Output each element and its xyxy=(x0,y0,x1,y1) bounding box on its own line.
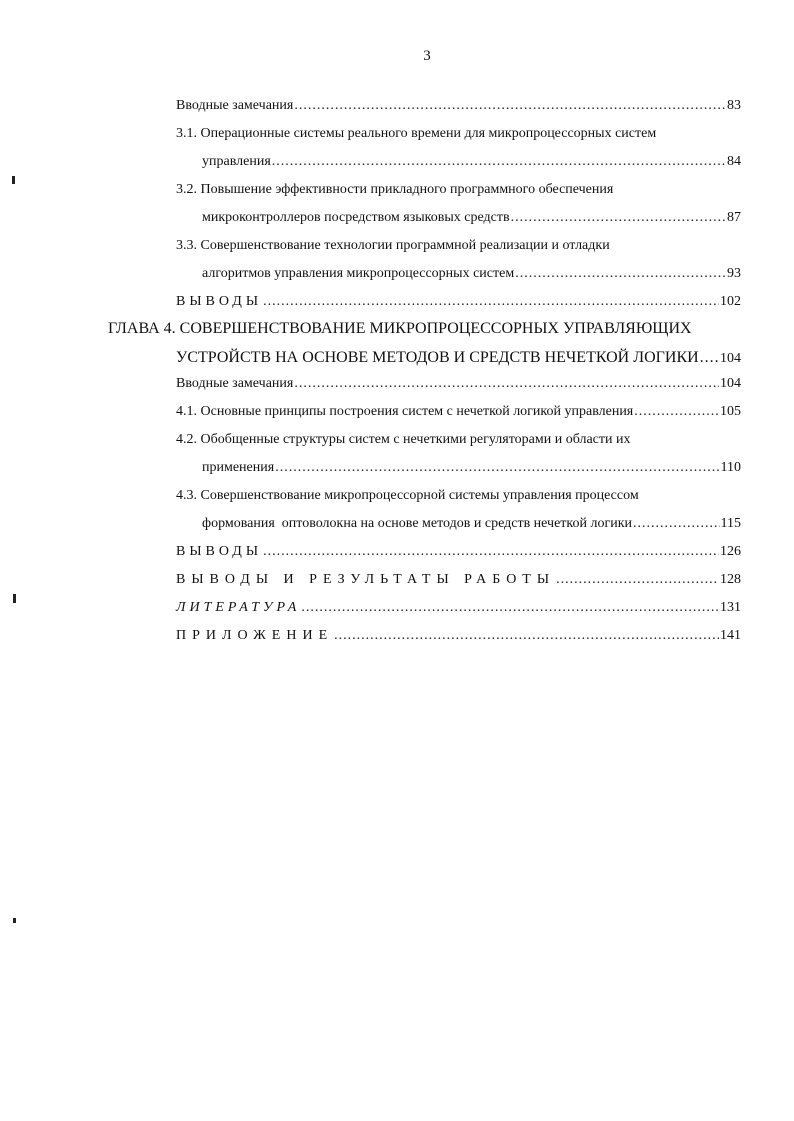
dot-leader xyxy=(334,622,719,650)
dot-leader xyxy=(633,510,720,538)
dot-leader xyxy=(700,343,719,372)
dot-leader xyxy=(263,288,719,316)
toc-page-number: 141 xyxy=(720,628,741,643)
toc-entry-title: Вводные замечания xyxy=(176,98,294,113)
toc-entry-4-1[interactable] xyxy=(176,398,741,426)
dot-leader xyxy=(275,454,719,482)
toc-page-number: 87 xyxy=(727,210,741,225)
toc-entry-title: ВЫВОДЫ И РЕЗУЛЬТАТЫ РАБОТЫ xyxy=(176,572,556,587)
toc-page-number: 105 xyxy=(720,404,741,419)
toc-entry-conclusions-4[interactable] xyxy=(176,538,741,566)
toc-entry-title: 4.3. Совершенствование микропроцессорной системы управления процессом xyxy=(176,488,639,503)
toc-page-number: 104 xyxy=(720,351,741,366)
toc-entry-title: 3.1. Операционные системы реального времени для микропроцессорных систем xyxy=(176,126,657,141)
toc-chapter-title-cont: УСТРОЙСТВ НА ОСНОВЕ МЕТОДОВ И СРЕДСТВ НЕЧЕТКОЙ ЛОГИКИ xyxy=(176,349,699,366)
toc-entry-title: 3.3. Совершенствование технологии программной реализации и отладки xyxy=(176,238,610,253)
toc-page-number: 102 xyxy=(720,294,741,309)
dot-leader xyxy=(515,260,726,288)
toc-entry-title: 4.1. Основные принципы построения систем с нечеткой логикой управления xyxy=(176,404,634,419)
dot-leader xyxy=(301,594,719,622)
toc-chapter-title: ГЛАВА 4. СОВЕРШЕНСТВОВАНИЕ МИКРОПРОЦЕССОРНЫХ УПРАВЛЯЮЩИХ xyxy=(108,320,692,337)
dot-leader xyxy=(272,148,726,176)
toc-entry-conclusions-3[interactable] xyxy=(176,288,741,316)
toc-entry-intro-3[interactable] xyxy=(176,92,741,120)
toc-page-number: 128 xyxy=(720,572,741,587)
toc-entry-title-cont: применения xyxy=(202,460,275,475)
toc-page-number: 84 xyxy=(727,154,741,169)
toc-entry-title: ВЫВОДЫ xyxy=(176,544,263,559)
dot-leader xyxy=(634,398,719,426)
toc-entry-title: ЛИТЕРАТУРА xyxy=(176,600,301,615)
toc-page-number: 83 xyxy=(727,98,741,113)
page-number: 3 xyxy=(423,48,431,64)
toc-entry-title: ВЫВОДЫ xyxy=(176,294,263,309)
scan-mark xyxy=(13,594,16,603)
toc-page-number: 93 xyxy=(727,266,741,281)
toc-entry-4-2[interactable] xyxy=(176,426,741,482)
toc-page-number: 104 xyxy=(720,376,741,391)
dot-leader xyxy=(556,566,719,594)
toc-entry-appendix[interactable] xyxy=(176,622,741,650)
toc-entry-title-cont: формования оптоволокна на основе методов и средств нечеткой логики xyxy=(202,516,633,531)
toc-entry-title-cont: микроконтроллеров посредством языковых средств xyxy=(202,210,510,225)
toc-page-number: 131 xyxy=(720,600,741,615)
scan-mark xyxy=(13,918,16,923)
toc-page-number: 126 xyxy=(720,544,741,559)
toc-entry-literature[interactable] xyxy=(176,594,741,622)
toc-entry-title: 3.2. Повышение эффективности прикладного программного обеспечения xyxy=(176,182,614,197)
dot-leader xyxy=(294,370,719,398)
dot-leader xyxy=(511,204,726,232)
toc-entry-title: 4.2. Обобщенные структуры систем с нечеткими регуляторами и области их xyxy=(176,432,631,447)
toc-entry-title: ПРИЛОЖЕНИЕ xyxy=(176,628,334,643)
toc-page-number: 110 xyxy=(720,460,741,475)
toc-entry-3-1[interactable] xyxy=(176,120,741,176)
toc-entry-chapter-4[interactable] xyxy=(108,314,741,373)
toc-entry-title: Вводные замечания xyxy=(176,376,294,391)
toc-entry-results[interactable] xyxy=(176,566,741,594)
toc-page-number: 115 xyxy=(720,516,741,531)
dot-leader xyxy=(263,538,719,566)
toc-entry-title-cont: управления xyxy=(202,154,271,169)
dot-leader xyxy=(294,92,726,120)
toc-entry-3-3[interactable] xyxy=(176,232,741,288)
toc-entry-3-2[interactable] xyxy=(176,176,741,232)
toc-entry-intro-4[interactable] xyxy=(176,370,741,398)
scan-mark xyxy=(12,176,15,184)
toc-entry-title-cont: алгоритмов управления микропроцессорных систем xyxy=(202,266,515,281)
toc-entry-4-3[interactable] xyxy=(176,482,741,538)
